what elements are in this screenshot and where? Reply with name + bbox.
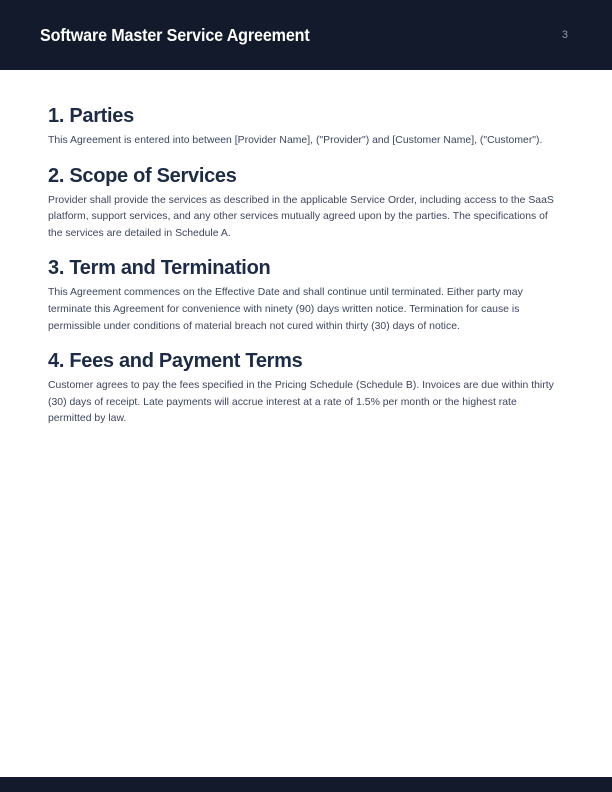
section-heading-parties: 1. Parties [48,105,134,127]
page-number: 3 [561,29,568,41]
document-header [0,0,612,70]
document-body [48,70,562,428]
section-fees-and-payment-terms [48,351,562,428]
section-body-scope-of-services: Provider shall provide the services as described in the applicable Service Order, including access to the SaaS platform, support services, and any other services mutually agreed upon by the parties. The specifications of the services are detailed in Schedule A. [48,194,554,239]
document-footer [0,777,612,792]
section-scope-of-services [48,166,562,243]
section-heading-term-and-termination: 3. Term and Termination [48,257,271,280]
section-body-term-and-termination: This Agreement commences on the Effective Date and shall continue until terminated. Either party may terminate this Agreement for convenience with ninety (90) days written notice. Termination for cause is permissible under conditions of material breach not cured within thirty (30) days of notice. [48,287,523,332]
section-body-parties: This Agreement is entered into between [Provider Name], ("Provider") and [Customer Name], ("Customer"). [48,135,543,146]
section-term-and-termination [48,258,562,335]
document-title: Software Master Service Agreement [40,24,310,45]
section-parties [48,106,562,150]
section-heading-scope-of-services: 2. Scope of Services [48,164,237,187]
section-body-fees-and-payment-terms: Customer agrees to pay the fees specified in the Pricing Schedule (Schedule B). Invoices are due within thirty (30) days of receipt. Late payments will accrue interest at a rate of 1.5% per month or the highest rate permitted by law. [48,380,554,425]
section-heading-fees-and-payment-terms: 4. Fees and Payment Terms [48,350,303,373]
